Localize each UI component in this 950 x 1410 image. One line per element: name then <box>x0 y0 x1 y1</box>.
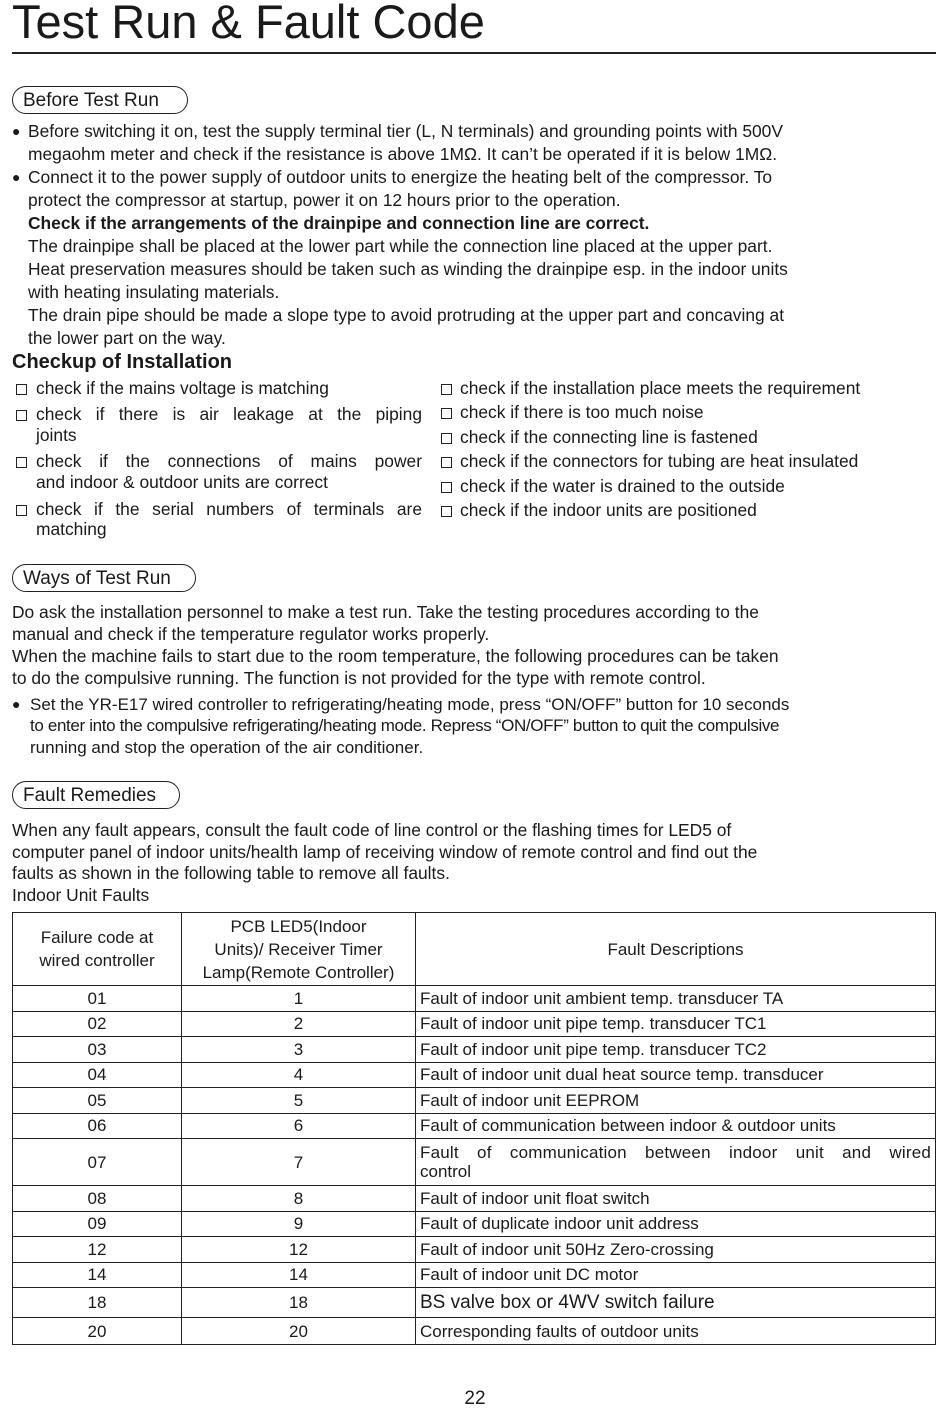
checkup-right-6: check if the indoor units are positioned <box>460 500 757 520</box>
table-row <box>13 1211 936 1237</box>
cell-led: 7 <box>182 1139 416 1186</box>
cell-desc: BS valve box or 4WV switch failure <box>416 1288 936 1318</box>
section-heading-fault-remedies: Fault Remedies <box>12 781 180 809</box>
checkup-right-5: check if the water is drained to the outside <box>460 476 785 496</box>
checkbox-icon <box>441 506 452 517</box>
before-line-3: Connect it to the power supply of outdoor units to energize the heating belt of the compressor. To <box>28 167 773 187</box>
table-row <box>13 1237 936 1263</box>
cell-led: 5 <box>182 1088 416 1114</box>
cell-desc: Fault of indoor unit EEPROM <box>416 1088 936 1114</box>
cell-desc: Fault of indoor unit pipe temp. transducer TC1 <box>416 1011 936 1037</box>
ways-line-5: Set the YR-E17 wired controller to refrigerating/heating mode, press “ON/OFF” button for 10 seconds <box>30 695 790 714</box>
cell-code: 09 <box>13 1211 182 1237</box>
table-row <box>13 1113 936 1139</box>
ways-line-4: to do the compulsive running. The function is not provided for the type with remote control. <box>12 668 706 688</box>
cell-led: 3 <box>182 1037 416 1063</box>
bullet-dot: ● <box>12 123 21 139</box>
cell-code: 07 <box>13 1139 182 1186</box>
cell-led: 2 <box>182 1011 416 1037</box>
bullet-dot: ● <box>12 696 21 712</box>
section-heading-ways-of-test-run: Ways of Test Run <box>12 564 196 592</box>
cell-code: 12 <box>13 1237 182 1263</box>
checkup-right-1: check if the installation place meets the requirement <box>460 378 861 398</box>
checkup-right-4: check if the connectors for tubing are heat insulated <box>460 451 859 471</box>
header-line: PCB LED5(Indoor <box>230 916 367 936</box>
checkup-left-4: check if the serial numbers of terminals are <box>36 499 422 519</box>
ways-line-2: manual and check if the temperature regulator works properly. <box>12 624 490 644</box>
title-underline <box>12 52 936 54</box>
checkup-left-2: check if there is air leakage at the piping <box>36 404 422 424</box>
cell-led: 4 <box>182 1062 416 1088</box>
before-line-9: The drain pipe should be made a slope type to avoid protruding at the upper part and concaving at <box>28 305 785 325</box>
before-line-8: with heating insulating materials. <box>28 282 280 302</box>
page-title: Test Run & Fault Code <box>12 0 485 48</box>
section-heading-before-test-run: Before Test Run <box>12 86 188 114</box>
checkup-left-3: check if the connections of mains power <box>36 451 422 471</box>
cell-led: 14 <box>182 1262 416 1288</box>
cell-desc: Fault of indoor unit DC motor <box>416 1262 936 1288</box>
cell-code: 02 <box>13 1011 182 1037</box>
checkup-left-2b: joints <box>36 425 77 445</box>
checkbox-icon <box>16 384 27 395</box>
table-row <box>13 986 936 1012</box>
before-line-10: the lower part on the way. <box>28 328 226 348</box>
table-row <box>13 1262 936 1288</box>
before-line-6: The drainpipe shall be placed at the lower part while the connection line placed at the upper part. <box>28 236 773 256</box>
cell-desc-line: Fault of communication between indoor unit and wired <box>420 1143 931 1162</box>
checkbox-icon <box>16 505 27 516</box>
ways-line-7: running and stop the operation of the air conditioner. <box>30 738 424 757</box>
remedies-line-2: computer panel of indoor units/health lamp of receiving window of remote control and find out the <box>12 842 758 862</box>
checkup-right-3: check if the connecting line is fastened <box>460 427 758 447</box>
cell-desc: Fault of indoor unit dual heat source temp. transducer <box>416 1062 936 1088</box>
checkbox-icon <box>16 410 27 421</box>
cell-desc: Fault of indoor unit 50Hz Zero-crossing <box>416 1237 936 1263</box>
indoor-unit-fault-table <box>12 912 936 1345</box>
header-line: Lamp(Remote Controller) <box>202 962 395 982</box>
cell-code: 05 <box>13 1088 182 1114</box>
remedies-line-4: Indoor Unit Faults <box>12 885 150 905</box>
cell-code: 14 <box>13 1262 182 1288</box>
cell-code: 18 <box>13 1288 182 1318</box>
cell-led: 8 <box>182 1186 416 1212</box>
cell-code: 08 <box>13 1186 182 1212</box>
table-header-row <box>13 913 936 986</box>
ways-line-6: to enter into the compulsive refrigerating/heating mode. Repress “ON/OFF” button to quit the compulsive <box>30 716 780 735</box>
cell-desc: Fault of duplicate indoor unit address <box>416 1211 936 1237</box>
bullet-dot: ● <box>12 169 21 185</box>
before-line-1: Before switching it on, test the supply terminal tier (L, N terminals) and grounding points with 500V <box>28 121 783 141</box>
before-line-5: Check if the arrangements of the drainpipe and connection line are correct. <box>28 213 650 233</box>
checkbox-icon <box>441 433 452 444</box>
table-row <box>13 1037 936 1063</box>
cell-desc: Fault of indoor unit ambient temp. transducer TA <box>416 986 936 1012</box>
before-line-7: Heat preservation measures should be taken such as winding the drainpipe esp. in the indoor units <box>28 259 788 279</box>
cell-led: 9 <box>182 1211 416 1237</box>
checkup-left-1: check if the mains voltage is matching <box>36 378 329 398</box>
checkbox-icon <box>441 482 452 493</box>
table-row <box>13 1011 936 1037</box>
checkbox-icon <box>441 384 452 395</box>
checkup-left-3b: and indoor & outdoor units are correct <box>36 472 328 492</box>
checkbox-icon <box>16 457 27 468</box>
before-line-2: megaohm meter and check if the resistance is above 1MΩ. It can’t be operated if it is below 1MΩ. <box>28 144 778 164</box>
cell-led: 12 <box>182 1237 416 1263</box>
cell-desc <box>416 1139 936 1186</box>
cell-desc: Fault of communication between indoor & outdoor units <box>416 1113 936 1139</box>
page-number: 22 <box>464 1388 486 1409</box>
checkup-right-2: check if there is too much noise <box>460 402 704 422</box>
cell-code: 03 <box>13 1037 182 1063</box>
cell-led: 6 <box>182 1113 416 1139</box>
header-fault-descriptions: Fault Descriptions <box>416 913 936 986</box>
cell-led: 18 <box>182 1288 416 1318</box>
cell-code: 04 <box>13 1062 182 1088</box>
before-line-4: protect the compressor at startup, power it on 12 hours prior to the operation. <box>28 190 621 210</box>
cell-code: 01 <box>13 986 182 1012</box>
cell-desc: Fault of indoor unit float switch <box>416 1186 936 1212</box>
table-row <box>13 1318 936 1345</box>
remedies-line-1: When any fault appears, consult the fault code of line control or the flashing times for LED5 of <box>12 820 732 840</box>
table-row <box>13 1139 936 1186</box>
table-row <box>13 1062 936 1088</box>
cell-desc-line: control <box>420 1162 472 1181</box>
cell-desc: Fault of indoor unit pipe temp. transducer TC2 <box>416 1037 936 1063</box>
table-row <box>13 1288 936 1318</box>
cell-led: 20 <box>182 1318 416 1345</box>
table-row <box>13 1186 936 1212</box>
header-line: wired controller <box>39 951 155 970</box>
ways-line-1: Do ask the installation personnel to make a test run. Take the testing procedures according to the <box>12 602 759 622</box>
header-failure-code <box>13 913 182 986</box>
table-row <box>13 1088 936 1114</box>
header-line: Failure code at <box>40 928 154 947</box>
checkup-left-4b: matching <box>36 519 107 539</box>
cell-led: 1 <box>182 986 416 1012</box>
checkup-heading: Checkup of Installation <box>12 351 233 373</box>
cell-code: 06 <box>13 1113 182 1139</box>
cell-code: 20 <box>13 1318 182 1345</box>
checkbox-icon <box>441 457 452 468</box>
header-pcb-led5 <box>182 913 416 986</box>
remedies-line-3: faults as shown in the following table to remove all faults. <box>12 863 450 883</box>
ways-line-3: When the machine fails to start due to the room temperature, the following procedures can be taken <box>12 646 779 666</box>
header-line: Units)/ Receiver Timer <box>214 939 383 959</box>
checkbox-icon <box>441 408 452 419</box>
cell-desc: Corresponding faults of outdoor units <box>416 1318 936 1345</box>
